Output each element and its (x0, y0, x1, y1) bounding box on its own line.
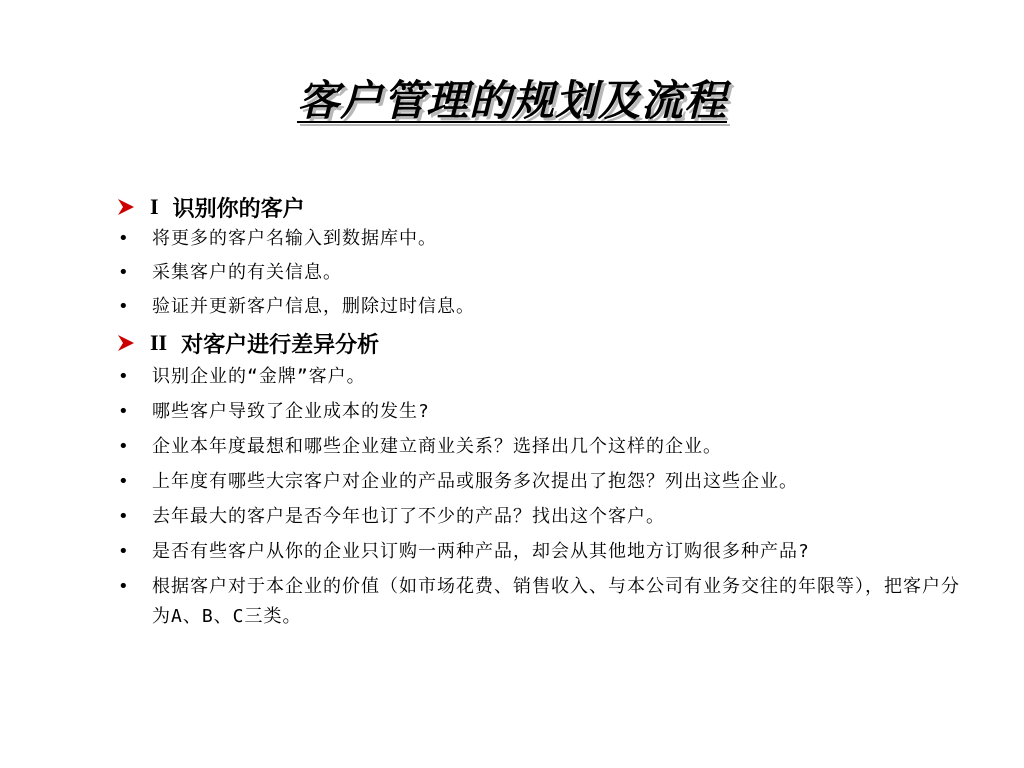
slide-title: 客户管理的规划及流程 (296, 76, 727, 125)
bullet-icon: • (118, 262, 130, 283)
list-item (116, 432, 976, 462)
bullet-icon: • (118, 296, 130, 317)
arrow-bullet-icon (116, 197, 150, 217)
list-item (116, 224, 976, 254)
bullet-icon: • (118, 401, 130, 422)
list-item (116, 292, 976, 322)
list-item-text: 采集客户的有关信息。 (152, 262, 342, 283)
section-heading-text: 对客户进行差异分析 (181, 331, 380, 358)
list-item (116, 537, 976, 567)
list-item-text: 企业本年度最想和哪些企业建立商业关系？选择出几个这样的企业。 (152, 436, 722, 457)
arrow-bullet-icon (116, 333, 150, 353)
list-item (116, 572, 976, 632)
list-item-text: 去年最大的客户是否今年也订了不少的产品？找出这个客户。 (152, 506, 665, 527)
list-item (116, 258, 976, 288)
section-numeral: I (150, 194, 159, 219)
section-heading-1 (116, 190, 976, 224)
bullet-icon: • (118, 576, 130, 597)
section-numeral: II (150, 330, 168, 355)
list-item-text: 是否有些客户从你的企业只订购一两种产品，却会从其他地方订购很多种产品? (152, 541, 810, 562)
slide-content (116, 190, 976, 637)
list-item-text: 验证并更新客户信息，删除过时信息。 (152, 296, 475, 317)
bullet-icon: • (118, 436, 130, 457)
bullet-icon: • (118, 471, 130, 492)
bullet-icon: • (118, 506, 130, 527)
list-item (116, 502, 976, 532)
bullet-icon: • (118, 366, 130, 387)
list-item (116, 397, 976, 427)
section-heading-2 (116, 326, 976, 360)
bullet-icon: • (118, 541, 130, 562)
list-item-text: 上年度有哪些大宗客户对企业的产品或服务多次提出了抱怨？列出这些企业。 (152, 471, 798, 492)
list-item (116, 362, 976, 392)
bullet-icon: • (118, 228, 130, 249)
list-item-text: 将更多的客户名输入到数据库中。 (152, 228, 437, 249)
section-heading-text: 识别你的客户 (172, 195, 305, 222)
list-item-text: 哪些客户导致了企业成本的发生? (152, 401, 430, 422)
list-item-text: 识别企业的“金牌”客户。 (152, 366, 366, 387)
list-item (116, 467, 976, 497)
list-item-text: 根据客户对于本企业的价值（如市场花费、销售收入、与本公司有业务交往的年限等），把客户分为A、B、C三类。 (152, 576, 960, 627)
